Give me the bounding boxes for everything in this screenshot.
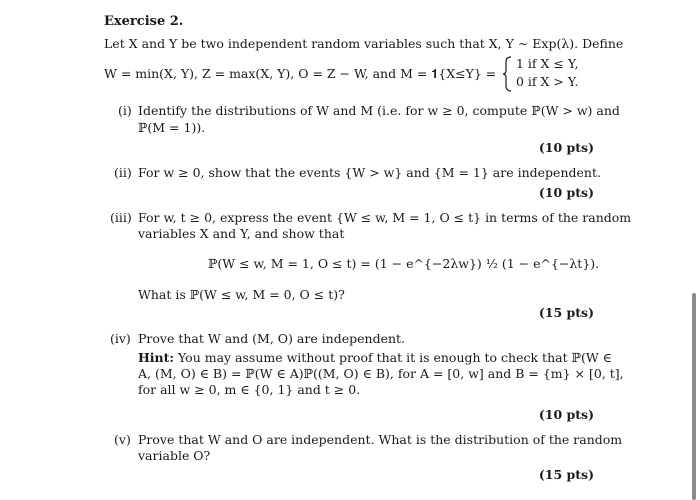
exercise-intro: Let X and Y be two independent random variables such that X, Y ∼ Exp(λ). Define [104, 36, 624, 51]
part-i-line1: Identify the distributions of W and M (i.e. for w ≥ 0, compute ℙ(W > w) and [138, 103, 620, 118]
part-v-label: (v) [114, 432, 131, 447]
case-one: 1 if X ≤ Y, [516, 56, 579, 71]
part-iv-points: (10 pts) [538, 407, 594, 422]
part-iii-formula: ℙ(W ≤ w, M = 1, O ≤ t) = (1 − e^{−2λw}) ½ (1 − e^{−λt}). [208, 256, 600, 271]
hint-label: Hint: [138, 350, 175, 365]
part-v-line1: Prove that W and O are independent. What is the distribution of the random [138, 432, 623, 447]
definition-formula: W = min(X, Y), Z = max(X, Y), O = Z − W, and M = 𝟏{X≤Y} = [104, 66, 497, 81]
part-v-line2: variable O? [138, 448, 211, 463]
hint-line1: You may assume without proof that it is enough to check that ℙ(W ∈ [178, 350, 612, 365]
part-iv-line1: Prove that W and (M, O) are independent. [138, 331, 406, 346]
case-zero: 0 if X > Y. [516, 74, 579, 89]
hint-line3: for all w ≥ 0, m ∈ {0, 1} and t ≥ 0. [138, 382, 361, 397]
part-iii-line1: For w, t ≥ 0, express the event {W ≤ w, M = 1, O ≤ t} in terms of the random [138, 210, 632, 225]
part-ii-label: (ii) [114, 165, 132, 180]
part-iii-label: (iii) [110, 210, 132, 225]
part-iii-line2: variables X and Y, and show that [138, 226, 345, 241]
part-iv-label: (iv) [110, 331, 131, 346]
part-ii-points: (10 pts) [538, 185, 594, 200]
part-i-line2: ℙ(M = 1)). [138, 120, 206, 135]
part-v-points: (15 pts) [538, 467, 594, 482]
part-ii-line1: For w ≥ 0, show that the events {W > w} and {M = 1} are independent. [138, 165, 601, 180]
part-iii-points: (15 pts) [538, 305, 594, 320]
part-iii-question: What is ℙ(W ≤ w, M = 0, O ≤ t)? [138, 287, 345, 302]
scrollbar-thumb[interactable] [692, 293, 696, 500]
left-brace-icon [503, 56, 513, 92]
hint-line2: A, (M, O) ∈ B) = ℙ(W ∈ A)ℙ((M, O) ∈ B), for A = [0, w] and B = {m} × [0, t], [138, 366, 624, 381]
exercise-title: Exercise 2. [104, 14, 184, 29]
part-i-points: (10 pts) [538, 140, 594, 155]
part-i-label: (i) [118, 103, 132, 118]
